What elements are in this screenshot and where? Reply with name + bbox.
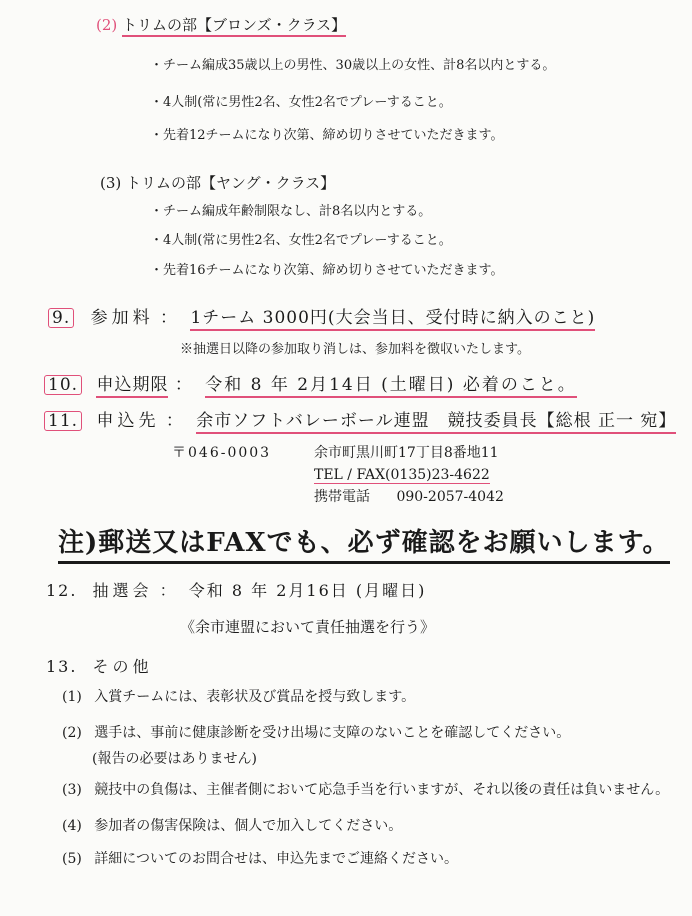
other-item-2: [62, 722, 570, 742]
lottery-sep: ：: [159, 581, 178, 600]
fee-label: 参加料: [90, 308, 154, 328]
lottery-value: 令和 8 年 2月16日 (月曜日): [188, 581, 427, 600]
fee-sep: ：: [160, 308, 179, 328]
young-heading: [100, 172, 335, 193]
bronze-heading: [96, 14, 346, 35]
other-item-1: [62, 686, 415, 706]
young-item-3: ・先着16チームになり次第、締め切りさせていただきます。: [150, 263, 504, 278]
other-item-text: 参加者の傷害保険は、個人で加入してください。: [94, 818, 403, 834]
deadline-row: [44, 370, 577, 395]
deadline-label: 申込期限: [96, 375, 168, 398]
apply-sep: ：: [165, 411, 184, 431]
bronze-title: トリムの部【ブロンズ・クラス】: [122, 16, 346, 37]
notice-banner: 注)郵送又はFAXでも、必ず確認をお願いします。: [58, 522, 670, 564]
apply-mobile-row: [314, 486, 504, 506]
bronze-number: (2): [96, 16, 118, 34]
fee-row: [48, 303, 595, 328]
young-number: (3): [100, 174, 122, 192]
other-item-number: (1): [62, 689, 82, 705]
young-item-2: ・4人制(常に男性2名、女性2名でプレーすること。: [150, 233, 452, 248]
lottery-number: 12.: [46, 581, 78, 600]
apply-postal: 〒046-0003: [172, 445, 272, 461]
apply-row: [44, 406, 676, 431]
apply-telfax-text: TEL / FAX(0135)23-4622: [314, 467, 490, 483]
apply-mobile-label: 携帯電話: [314, 489, 370, 505]
other-item-text: 競技中の負傷は、主催者側において応急手当を行いますが、それ以後の責任は負いません。: [94, 782, 670, 798]
fee-number: 9.: [48, 308, 74, 328]
deadline-number: 10.: [44, 375, 82, 395]
apply-mobile-number: 090-2057-4042: [396, 489, 504, 505]
young-item-1: ・チーム編成年齢制限なし、計8名以内とする。: [150, 204, 432, 219]
bronze-item-3: ・先着12チームになり次第、締め切りさせていただきます。: [150, 128, 504, 143]
other-item-number: (2): [62, 725, 82, 741]
apply-address: 余市町黒川町17丁目8番地11: [314, 445, 499, 461]
lottery-label: 抽選会: [92, 581, 153, 600]
other-item-number: (4): [62, 818, 82, 834]
fee-value: 1チーム 3000円(大会当日、受付時に納入のこと): [190, 308, 595, 331]
deadline-sep: ：: [174, 375, 193, 395]
other-label: その他: [92, 657, 153, 676]
other-item-5: [62, 848, 458, 868]
deadline-value: 令和 8 年 2月14日 (土曜日) 必着のこと。: [205, 375, 577, 398]
other-item-number: (5): [62, 851, 82, 867]
bronze-item-1: ・チーム編成35歳以上の男性、30歳以上の女性、計8名以内とする。: [150, 58, 556, 73]
other-item-number: (3): [62, 782, 82, 798]
young-title: トリムの部【ヤング・クラス】: [126, 174, 336, 192]
apply-number: 11.: [44, 411, 82, 431]
lottery-row: [46, 578, 426, 601]
apply-value: 余市ソフトバレーボール連盟 競技委員長【総根 正一 宛】: [196, 411, 676, 434]
other-number: 13.: [46, 657, 78, 676]
other-item-text: 選手は、事前に健康診断を受け出場に支障のないことを確認してください。: [94, 725, 571, 741]
bronze-item-2: ・4人制(常に男性2名、女性2名でプレーすること。: [150, 95, 452, 110]
lottery-note: 《余市連盟において責任抽選を行う》: [180, 618, 436, 636]
other-heading: [46, 654, 153, 677]
apply-telfax: [314, 467, 490, 483]
other-item-2-sub: (報告の必要はありません): [92, 751, 257, 767]
other-item-3: [62, 779, 669, 799]
other-item-text: 詳細についてのお問合せは、申込先までご連絡ください。: [94, 851, 459, 867]
other-item-4: [62, 815, 402, 835]
apply-label: 申込先: [96, 411, 160, 431]
fee-note: ※抽選日以降の参加取り消しは、参加料を徴収いたします。: [180, 342, 530, 357]
other-item-text: 入賞チームには、表彰状及び賞品を授与致します。: [94, 689, 416, 705]
